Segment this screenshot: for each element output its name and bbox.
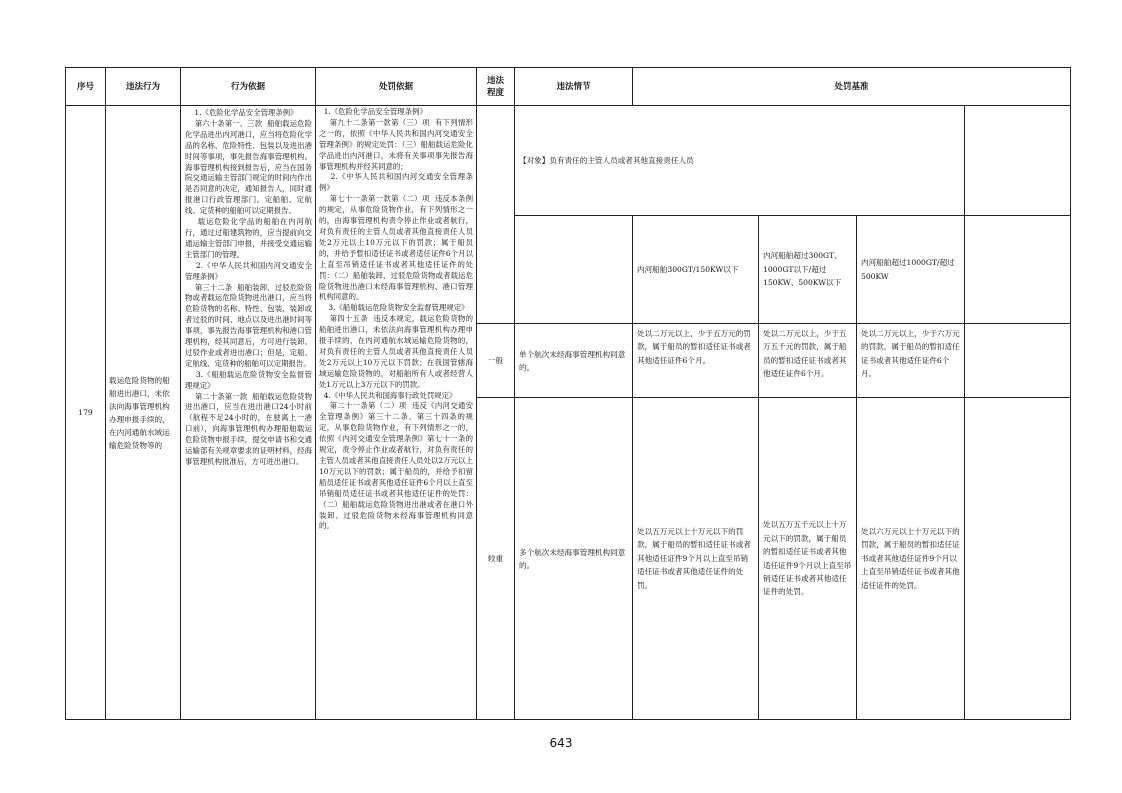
penalty-basis-text: 1.《危险化学品安全管理条例》 第九十二条第一款第（三）项 有下列情形之一的，依照《中华人民共和国内河交通安全管理条例》的规定处罚：（三）船舶载运危险化学品进出内河港口，未将有关事项事先报告海事管理机构并经其同意的； 2.《中华人民共和国内河交通安全管理条例》 第七十一条第一款第（二）项 违反本条例的规定，从事危险货物作业，有下列情形之一的，由海事管理机构责令停止作业或者航行，对负有责任的主管人员或者其他直接责任人员处2万元以上10万元以下的罚款；属于船员的，并给予暂扣适任证书或者适任证件6个月以上直至吊销适任证书或者其他适任证件的处罚：（二）船舶装卸、过驳危险货物或者载运危险货物进出港口未经海事管理机构、港口管理机构同意的。 3.《船舶载运危险货物安全监督管理规定》 第四十五条 违反本规定，载运危险货物的船舶进出港口，未依法向海事管理机构办理申报手续的，在内河通航水域运输危险货物的，对负有责任的主管人员或者其他直接责任人员处2万元以上10万元以下罚款；在我国管辖海域运输危险货物的，对船舶所有人或者经营人处1万元以上3万元以下的罚款。 4.《中华人民共和国海事行政处罚规定》 第二十一条第（二）项 违反《内河交通安全管理条例》第三十二条、第三十四条的规定，从事危险货物作业，有下列情形之一的，依照《内河交通安全管理条例》第七十一条的规定，责令停止作业或者航行，对负有责任的主管人员或者其他直接责任人员处以2万元以上10万元以下的罚款；属于船员的，并给予扣留船员适任证书或者其他适任证件6个月以上直至吊销船员适任证书或者其他适任证件的处罚：（二）船舶载运危险货物进出港或者在港口外装卸、过驳危险货物未经海事管理机构同意的。	[319, 107, 473, 531]
situation-serious: 多个航次未经海事管理机构同意的。	[515, 398, 633, 720]
penalty-serious-small: 处以五万元以上十万元以下的罚款，属于船员的暂扣适任证书或者其他适任证件9个月以上直至吊销适任证书或者其他适任证件的处罚。	[633, 398, 759, 720]
situation-general: 单个航次未经海事管理机构同意的。	[515, 324, 633, 398]
header-violation: 违法行为	[106, 68, 181, 106]
penalty-general-large: 处以二万元以上，少于六万元的罚款，属于船员的暂扣适任证书或者其他适任证件6个月。	[857, 324, 965, 398]
header-row	[66, 68, 1071, 106]
tier-small: 内河船舶300GT/150KW以下	[633, 216, 759, 324]
degree-serious: 较重	[477, 398, 515, 720]
header-degree: 违法 程度	[477, 68, 515, 106]
empty-cell	[965, 216, 1071, 324]
penalty-standard-table	[65, 67, 1071, 720]
empty-cell	[965, 324, 1071, 398]
degree-general: 一般	[477, 324, 515, 398]
empty-cell	[965, 106, 1071, 216]
header-situation: 违法情节	[515, 68, 633, 106]
penalty-general-medium: 处以二万元以上，少于五万五千元的罚款，属于船员的暂扣适任证书或者其他适任证件6个月。	[759, 324, 857, 398]
penalty-general-small: 处以二万元以上，少于五万元的罚款，属于船员的暂扣适任证书或者其他适任证件6个月。	[633, 324, 759, 398]
tier-medium: 内河船舶超过300GT、1000GT以下/超过150KW、500KW以下	[759, 216, 857, 324]
penalty-serious-large: 处以六万元以上十万元以下的罚款，属于船员的暂扣适任证书或者其他适任证件9个月以上直至吊销适任证书或者其他适任证件的处罚。	[857, 398, 965, 720]
penalty-serious-medium: 处以五万五千元以上十万元以下的罚款，属于船员的暂扣适任证书或者其他适任证件9个月以上直至吊销适任证书或者其他适任证件的处罚。	[759, 398, 857, 720]
header-penalty-basis: 处罚依据	[316, 68, 477, 106]
row-number: 179	[66, 106, 106, 720]
header-standard: 处罚基准	[633, 68, 1071, 106]
empty-cell	[965, 398, 1071, 720]
degree-empty-cell	[477, 106, 515, 324]
behavior-basis-text: 1.《危险化学品安全管理条例》 第六十条第一、三款 船舶载运危险化学品进出内河港口，应当将危险化学品的名称、危险特性、包装以及进出港时间等事项，事先报告海事管理机构。海事管理机构接到报告后，应当在国务院交通运输主管部门规定的时间内作出是否同意的决定，通知报告人，同时通报港口行政管理部门。定船舶、定航线、定货种的船舶可以定期报告。 载运危险化学品的船舶在内河航行，通过过船建筑物的，应当提前向交通运输主管部门申报，并接受交通运输主管部门的管理。 2.《中华人民共和国内河交通安全管理条例》 第三十二条 船舶装卸、过驳危险货物或者载运危险货物进出港口，应当将危险货物的名称、特性、包装、装卸或者过驳的时间、地点以及进出港时间等事项，事先报告海事管理机构和港口管理机构，经其同意后，方可进行装卸、过驳作业或者进出港口；但是，定船、定航线、定货种的船舶可以定期报告。 3.《船舶载运危险货物安全监督管理规定》 第二十条第一款 船舶载运危险货物进出港口，应当在进出港口24小时前（航程不足24小时的，在驶离上一港口前），向海事管理机构办理船舶载运危险货物申报手续，提交申请书和交通运输部有关规章要求的证明材料，经海事管理机构批准后，方可进出港口。	[185, 108, 312, 466]
violation-cell: 载运危险货物的船舶进出港口，未依法向海事管理机构办理申报手续的，在内河通航水域运输危险货物等的	[106, 106, 181, 720]
page-number: 643	[549, 736, 573, 750]
target-cell: 【对象】负有责任的主管人员或者其他直接责任人员	[515, 106, 965, 216]
header-seq: 序号	[66, 68, 106, 106]
situation-empty-cell	[515, 216, 633, 324]
tier-large: 内河船舶超过1000GT/超过500KW	[857, 216, 965, 324]
header-basis: 行为依据	[181, 68, 316, 106]
table-row	[66, 106, 1071, 216]
